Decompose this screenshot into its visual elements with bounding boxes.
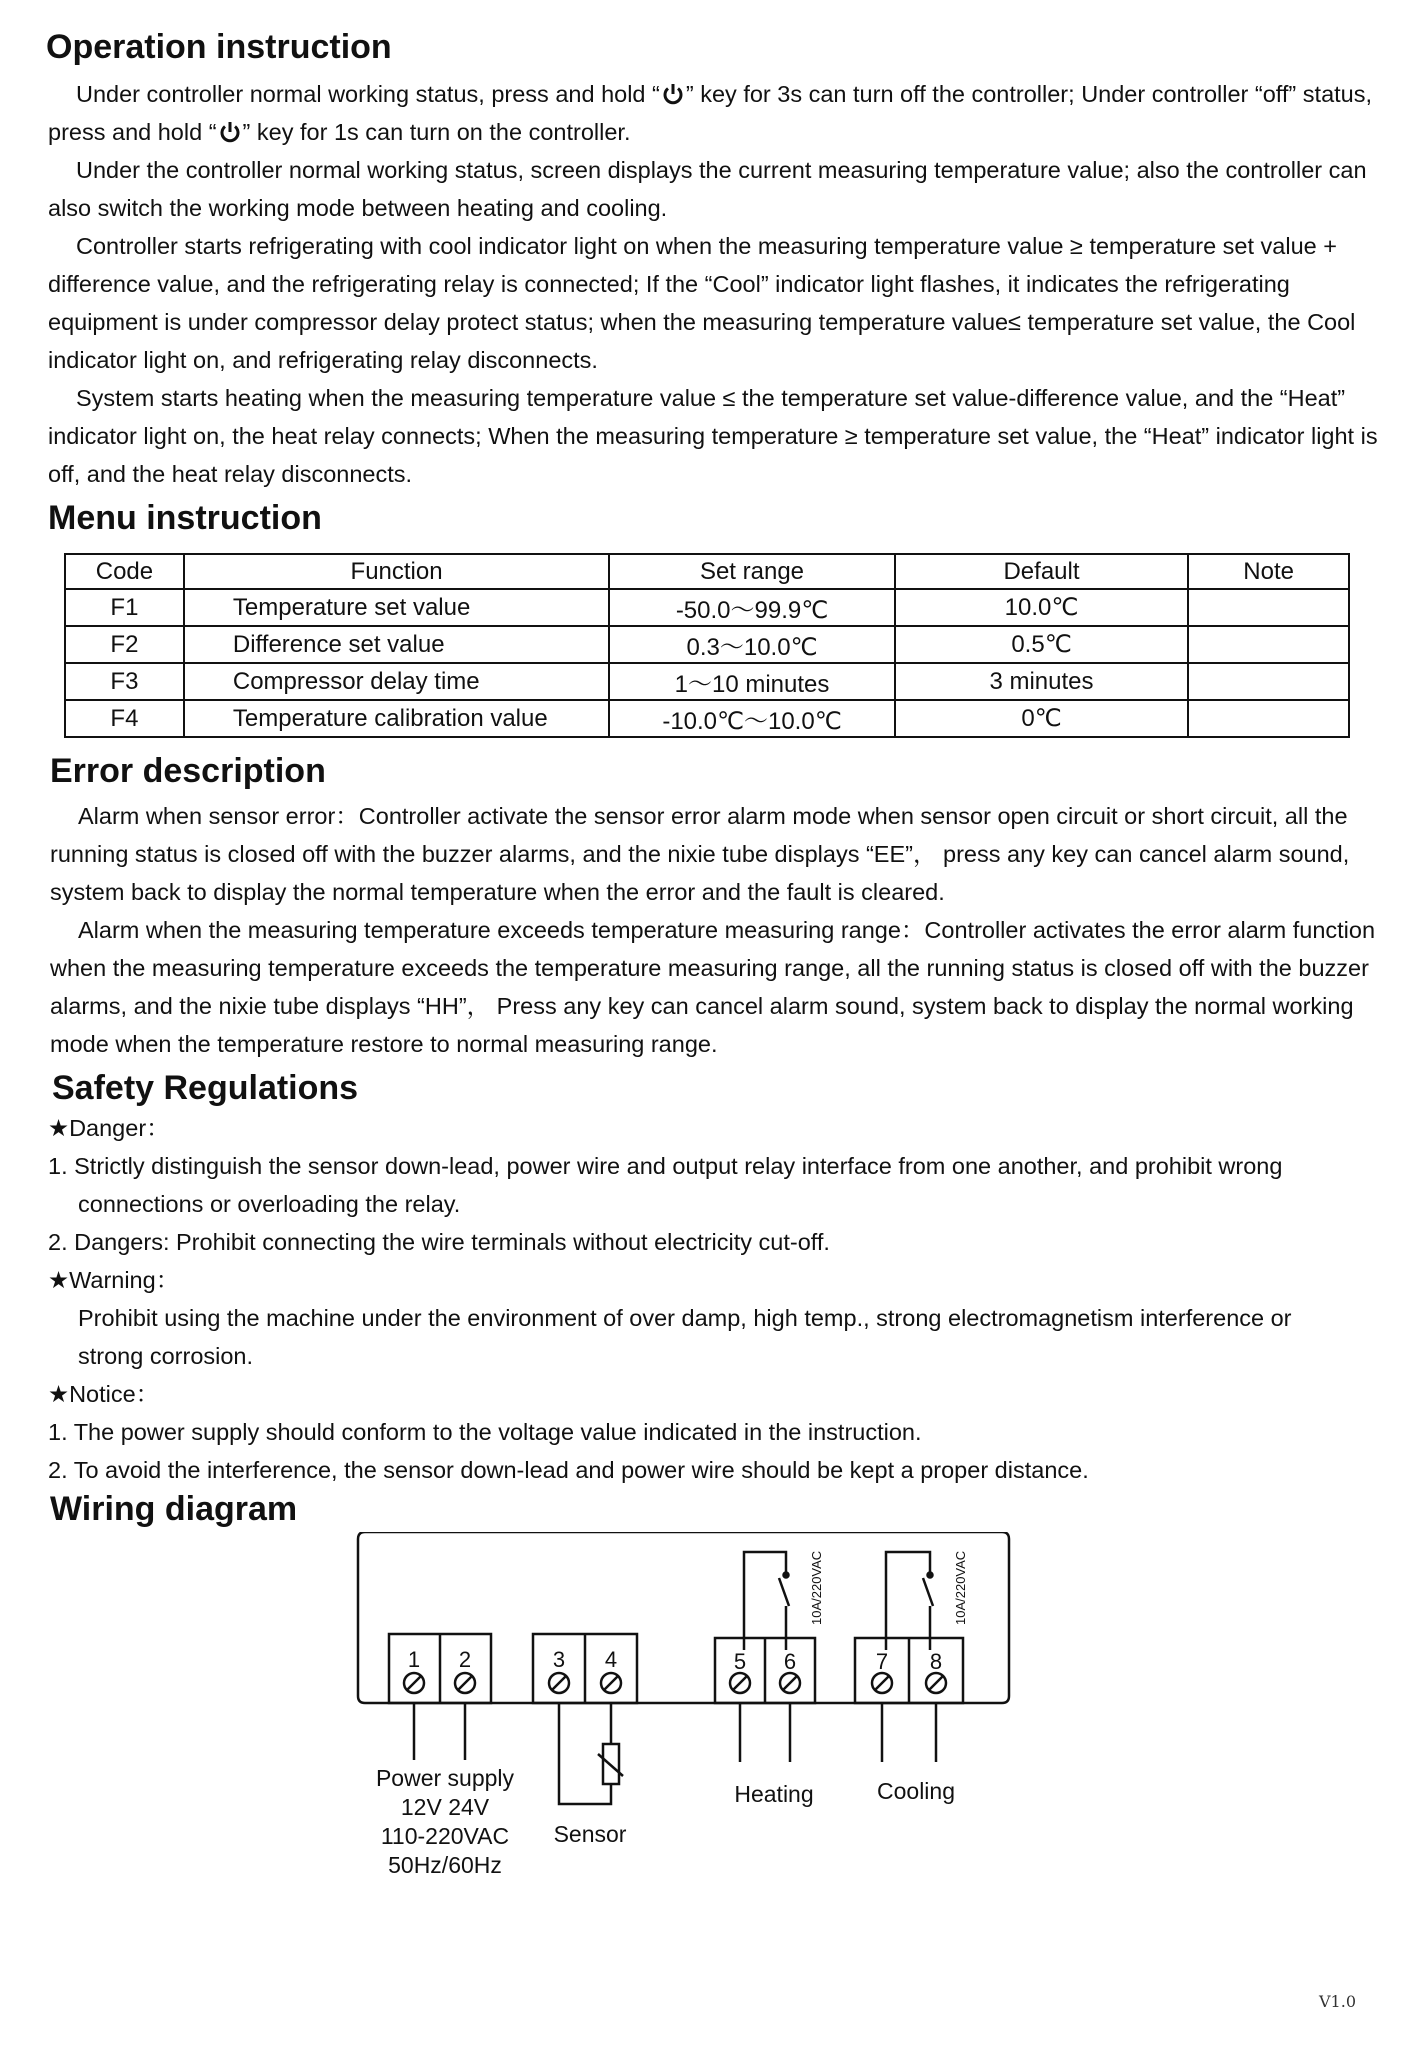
danger-item-2: 2. Dangers: Prohibit connecting the wire terminals without electricity cut-off.	[48, 1229, 830, 1255]
table-cell: 3 minutes	[895, 663, 1188, 700]
terminal-label: 8	[929, 1649, 943, 1674]
power-icon	[217, 121, 243, 143]
cooling-relay-contact	[886, 1552, 930, 1650]
heating-relay-contact	[744, 1552, 786, 1650]
table-cell: -10.0℃～10.0℃	[609, 700, 895, 737]
operation-p1-part-c: ” key for 1s can turn on the controller.	[242, 119, 631, 145]
table-row	[65, 589, 1349, 626]
cooling-relay-rating: 10A/220VAC	[953, 1550, 968, 1625]
menu-table	[64, 553, 1350, 738]
power-supply-voltage-low: 12V 24V	[400, 1794, 490, 1820]
table-cell: Temperature calibration value	[184, 700, 609, 737]
danger-item-1	[48, 1147, 1393, 1223]
table-row	[65, 663, 1349, 700]
table-cell	[1188, 626, 1349, 663]
notice-item-1: 1. The power supply should conform to the voltage value indicated in the instruction.	[48, 1419, 922, 1445]
operation-paragraph-3: Controller starts refrigerating with cool indicator light on when the measuring temperature value ≥ temperature set value + difference value, and the refrigerating relay is connected; If the “Cool” indicator light flashes, it indicates the refrigerating equipment is under compressor delay protect status; when the measuring temperature value≤ temperature set value, the Cool indicator light on, and refrigerating relay disconnects.	[48, 233, 1356, 373]
table-cell: Temperature set value	[184, 589, 609, 626]
error-title: Error description	[50, 752, 326, 790]
table-header-cell: Note	[1188, 554, 1349, 589]
terminal-label: 4	[604, 1647, 618, 1672]
table-cell: 0℃	[895, 700, 1188, 737]
power-icon	[660, 83, 686, 105]
heating-label: Heating	[734, 1781, 814, 1807]
notice-label: ★Notice：	[48, 1381, 160, 1407]
heating-relay-rating: 10A/220VAC	[809, 1550, 824, 1625]
error-paragraph-1: Alarm when sensor error：Controller activate the sensor error alarm mode when sensor open circuit or short circuit, all the running status is closed off with the buzzer alarms, and the nixie tube displays “EE”， press any key can cancel alarm sound, system back to display the normal temperature when the error and the fault is cleared.	[50, 803, 1350, 905]
terminal-label: 6	[783, 1649, 797, 1674]
table-cell: 0.3～10.0℃	[609, 626, 895, 663]
table-header-cell: Function	[184, 554, 609, 589]
table-cell: 0.5℃	[895, 626, 1188, 663]
warning-text-line-a: Prohibit using the machine under the environment of over damp, high temp., strong electromagnetism interference or	[78, 1305, 1292, 1331]
error-paragraph-2: Alarm when the measuring temperature exceeds temperature measuring range：Controller activates the error alarm function when the measuring temperature exceeds the temperature measuring range, all the running status is closed off with the buzzer alarms, and the nixie tube displays “HH”， Press any key can cancel alarm sound, system back to display the normal working mode when the temperature restore to normal measuring range.	[50, 917, 1376, 1057]
table-cell: F3	[65, 663, 184, 700]
terminal-label: 7	[875, 1649, 889, 1674]
sensor-label: Sensor	[553, 1821, 627, 1847]
table-row	[65, 700, 1349, 737]
wiring-title: Wiring diagram	[50, 1490, 298, 1528]
table-cell: 1～10 minutes	[609, 663, 895, 700]
table-header-cell: Set range	[609, 554, 895, 589]
warning-label: ★Warning：	[48, 1267, 180, 1293]
table-cell	[1188, 700, 1349, 737]
table-cell	[1188, 589, 1349, 626]
operation-paragraph-4: System starts heating when the measuring temperature value ≤ the temperature set value-difference value, and the “Heat” indicator light on, the heat relay connects; When the measuring temperature ≥ temperature set value, the “Heat” indicator light is off, and the heat relay disconnects.	[48, 385, 1378, 487]
safety-title: Safety Regulations	[52, 1069, 359, 1107]
table-cell: F4	[65, 700, 184, 737]
menu-title: Menu instruction	[48, 499, 322, 537]
table-header-row	[65, 554, 1349, 589]
warning-text-line-b: strong corrosion.	[78, 1343, 254, 1369]
operation-p1-part-b: ” key for 3s can turn off the controller; Under controller “off” status, press and hold “	[48, 81, 1373, 145]
table-header-cell: Code	[65, 554, 184, 589]
table-cell: F2	[65, 626, 184, 663]
power-supply-frequency: 50Hz/60Hz	[388, 1852, 502, 1878]
power-supply-voltage-high: 110-220VAC	[380, 1823, 510, 1849]
table-cell	[1188, 663, 1349, 700]
table-row	[65, 626, 1349, 663]
table-header-cell: Default	[895, 554, 1188, 589]
danger-item-1-line-a: 1. Strictly distinguish the sensor down-lead, power wire and output relay interface from one another, and prohibit wrong	[48, 1153, 1283, 1179]
terminal-label: 1	[407, 1647, 421, 1672]
danger-label: ★Danger：	[48, 1115, 170, 1141]
terminal-label: 3	[552, 1647, 566, 1672]
power-supply-label	[360, 1764, 530, 1880]
warning-text	[48, 1299, 1393, 1375]
version-label: V1.0	[1319, 1992, 1356, 2011]
operation-title: Operation instruction	[46, 28, 392, 66]
terminal-label: 5	[733, 1649, 747, 1674]
table-cell: Difference set value	[184, 626, 609, 663]
cooling-label: Cooling	[877, 1778, 955, 1804]
table-cell: 10.0℃	[895, 589, 1188, 626]
notice-item-2: 2. To avoid the interference, the sensor down-lead and power wire should be kept a proper distance.	[48, 1457, 1089, 1483]
terminal-label: 2	[458, 1647, 472, 1672]
table-cell: F1	[65, 589, 184, 626]
table-cell: -50.0～99.9℃	[609, 589, 895, 626]
power-supply-title: Power supply	[375, 1765, 515, 1791]
table-cell: Compressor delay time	[184, 663, 609, 700]
operation-paragraph-2: Under the controller normal working status, screen displays the current measuring temperature value; also the controller can also switch the working mode between heating and cooling.	[48, 157, 1367, 221]
terminal-screws	[404, 1673, 946, 1693]
operation-paragraph-1	[48, 75, 1393, 151]
danger-item-1-line-b: connections or overloading the relay.	[78, 1191, 461, 1217]
operation-p1-part-a: Under controller normal working status, press and hold “	[76, 81, 660, 107]
